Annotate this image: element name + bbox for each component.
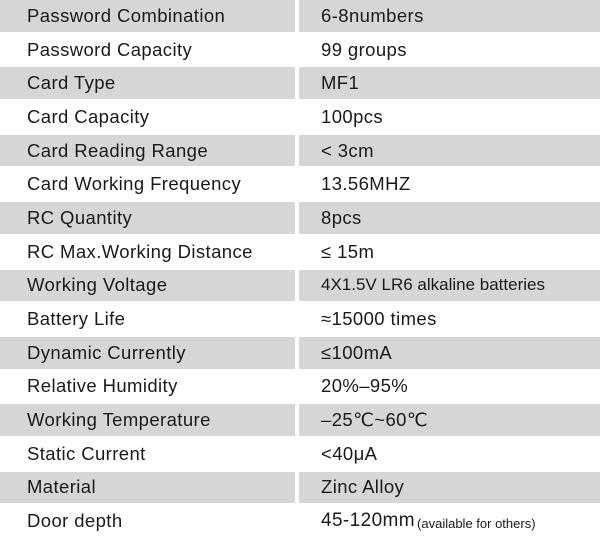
table-row	[0, 337, 600, 369]
spec-value: <40μA	[299, 438, 600, 470]
spec-value: ≤ 15m	[299, 236, 600, 268]
table-row	[0, 270, 600, 302]
spec-label: Dynamic Currently	[0, 337, 295, 369]
spec-label: Card Reading Range	[0, 135, 295, 167]
spec-label: Card Capacity	[0, 101, 295, 133]
table-row	[0, 101, 600, 133]
spec-label: Door depth	[0, 505, 295, 537]
spec-label: Card Working Frequency	[0, 168, 295, 200]
table-row	[0, 0, 600, 32]
table-row	[0, 135, 600, 167]
spec-label: RC Max.Working Distance	[0, 236, 295, 268]
spec-label: Relative Humidity	[0, 371, 295, 403]
table-row	[0, 371, 600, 403]
table-row	[0, 438, 600, 470]
spec-label: Working Temperature	[0, 404, 295, 436]
spec-value: –25℃~60℃	[299, 404, 600, 436]
table-row	[0, 236, 600, 268]
table-row	[0, 67, 600, 99]
table-row	[0, 472, 600, 504]
table-row	[0, 303, 600, 335]
spec-value: 99 groups	[299, 34, 600, 66]
spec-value: 6-8numbers	[299, 0, 600, 32]
table-row	[0, 404, 600, 436]
table-row	[0, 34, 600, 66]
table-row	[0, 168, 600, 200]
spec-value: 4X1.5V LR6 alkaline batteries	[299, 270, 600, 302]
spec-value-note: (available for others)	[417, 515, 536, 531]
spec-label: Password Combination	[0, 0, 295, 32]
spec-value-with-note	[299, 505, 600, 537]
spec-value: Zinc Alloy	[299, 472, 600, 504]
spec-label: Material	[0, 472, 295, 504]
spec-value: 20%–95%	[299, 371, 600, 403]
spec-label: RC Quantity	[0, 202, 295, 234]
spec-label: Static Current	[0, 438, 295, 470]
spec-label: Password Capacity	[0, 34, 295, 66]
spec-value-main: 45-120mm	[321, 510, 416, 532]
table-row	[0, 202, 600, 234]
spec-value: 8pcs	[299, 202, 600, 234]
spec-value: 13.56MHZ	[299, 168, 600, 200]
spec-value: 100pcs	[299, 101, 600, 133]
table-row	[0, 505, 600, 537]
spec-value: < 3cm	[299, 135, 600, 167]
spec-label: Card Type	[0, 67, 295, 99]
spec-value: ≈15000 times	[299, 303, 600, 335]
spec-label: Working Voltage	[0, 270, 295, 302]
spec-value: MF1	[299, 67, 600, 99]
spec-value: ≤100mA	[299, 337, 600, 369]
spec-label: Battery Life	[0, 303, 295, 335]
